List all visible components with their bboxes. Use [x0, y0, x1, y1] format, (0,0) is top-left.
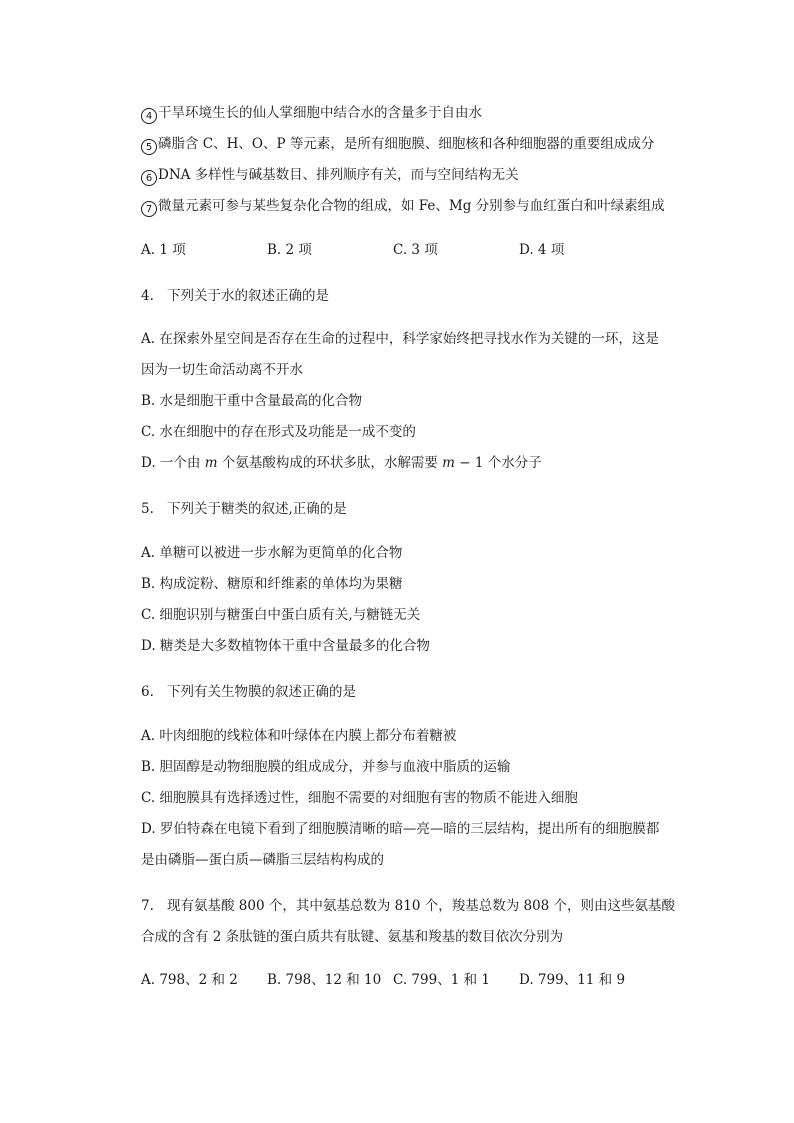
option-b: B. 2 项 [267, 242, 312, 258]
question-text: 下列关于糖类的叙述,正确的是 [167, 501, 347, 517]
q6-stem [141, 683, 356, 701]
q6-option-d-line1: D. 罗伯特森在电镜下看到了细胞膜清晰的暗—亮—暗的三层结构，提出所有的细胞膜都 [141, 821, 660, 837]
option-d: D. 799、11 和 9 [519, 972, 626, 988]
q5-option-c: C. 细胞识别与糖蛋白中蛋白质有关,与糖链无关 [141, 607, 421, 623]
q4-option-b: B. 水是细胞干重中含量最高的化合物 [141, 393, 363, 409]
q5-option-a: A. 单糖可以被进一步水解为更简单的化合物 [141, 545, 403, 561]
q6-option-a: A. 叶肉细胞的线粒体和叶绿体在内膜上都分布着糖被 [141, 728, 457, 744]
option-d-middle: 个氨基酸构成的环状多肽，水解需要 [217, 455, 443, 471]
question-text: 下列关于水的叙述正确的是 [167, 288, 329, 304]
question-number: 6. [141, 684, 154, 700]
option-c: C. 799、1 和 1 [393, 972, 490, 988]
q5-option-b: B. 构成淀粉、糖原和纤维素的单体均为果糖 [141, 576, 403, 592]
circled-number-marker: 7 [141, 201, 157, 217]
q6-option-c: C. 细胞膜具有选择透过性，细胞不需要的对细胞有害的物质不能进入细胞 [141, 790, 578, 806]
statement-4 [141, 104, 482, 124]
q4-option-a-line2: 因为一切生命活动离不开水 [141, 362, 303, 378]
statement-6 [141, 166, 519, 186]
statement-5 [141, 135, 654, 155]
question-number: 5. [141, 501, 154, 517]
circled-number-marker: 6 [141, 170, 157, 186]
statement-text: 磷脂含 C、H、O、P 等元素，是所有细胞膜、细胞核和各种细胞器的重要组成成分 [158, 136, 655, 152]
q4-option-d [141, 454, 542, 472]
q5-stem [141, 500, 347, 518]
option-d-prefix: D. 一个由 [141, 455, 205, 471]
question-text: 现有氨基酸 800 个，其中氨基总数为 810 个，羧基总数为 808 个，则由这些氨基酸 [167, 898, 676, 914]
q4-option-a-line1: A. 在探索外星空间是否存在生命的过程中，科学家始终把寻找水作为关键的一环，这是 [141, 331, 659, 347]
question-number: 4. [141, 288, 154, 304]
q6-option-d-line2: 是由磷脂—蛋白质—磷脂三层结构构成的 [141, 852, 384, 868]
statement-text: 微量元素可参与某些复杂化合物的组成，如 Fe、Mg 分别参与血红蛋白和叶绿素组成 [158, 198, 665, 214]
statement-text: DNA 多样性与碱基数目、排列顺序有关，而与空间结构无关 [158, 167, 519, 183]
option-a: A. 798、2 和 2 [141, 972, 238, 988]
variable-m: m [204, 455, 218, 471]
option-d: D. 4 项 [519, 242, 565, 258]
variable-m: m [442, 455, 455, 471]
question-number: 7. [141, 898, 154, 914]
q4-option-c: C. 水在细胞中的存在形式及功能是一成不变的 [141, 424, 416, 440]
question-text: 下列有关生物膜的叙述正确的是 [167, 684, 356, 700]
option-c: C. 3 项 [393, 242, 438, 258]
q7-stem-line2: 合成的含有 2 条肽链的蛋白质共有肽键、氨基和羧基的数目依次分别为 [141, 929, 564, 945]
circled-number-marker: 5 [141, 139, 157, 155]
option-d-suffix: − 1 个水分子 [454, 455, 542, 471]
option-a: A. 1 项 [141, 242, 186, 258]
q7-stem-line1 [141, 897, 675, 915]
statement-7 [141, 197, 665, 217]
statement-text: 干旱环境生长的仙人掌细胞中结合水的含量多于自由水 [158, 105, 482, 121]
q4-stem [141, 287, 329, 305]
circled-number-marker: 4 [141, 108, 157, 124]
q5-option-d: D. 糖类是大多数植物体干重中含量最多的化合物 [141, 638, 430, 654]
option-b: B. 798、12 和 10 [267, 972, 382, 988]
q6-option-b: B. 胆固醇是动物细胞膜的组成成分，并参与血液中脂质的运输 [141, 759, 511, 775]
